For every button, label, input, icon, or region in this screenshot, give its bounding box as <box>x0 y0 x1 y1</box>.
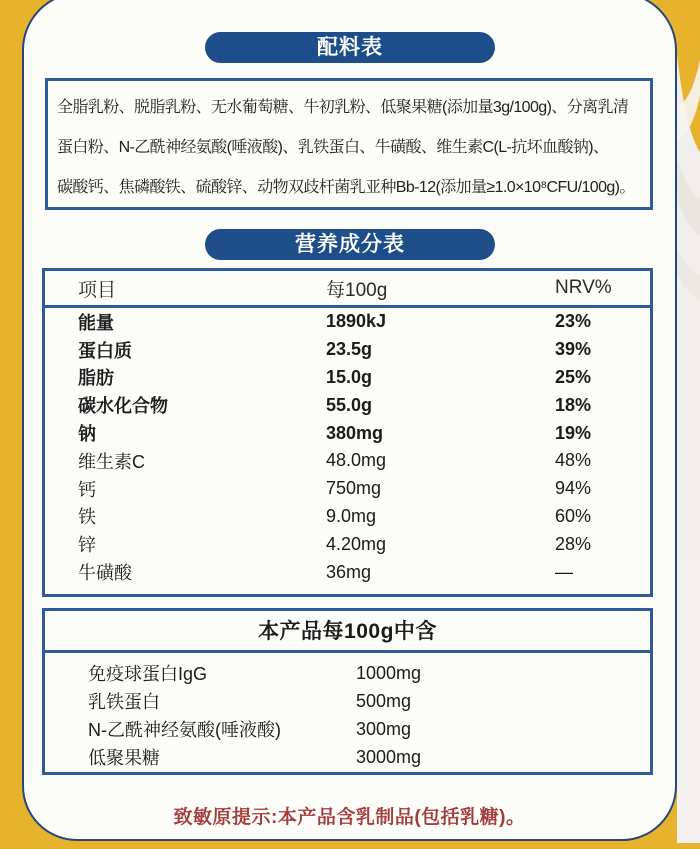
nutrition-value: 48.0mg <box>326 450 387 471</box>
per100g-row <box>88 687 650 715</box>
nutrition-item: 钙 <box>78 479 96 500</box>
nutrition-row <box>78 391 650 419</box>
per100g-item: 低聚果糖 <box>88 748 160 768</box>
nutrition-nrv: 23% <box>555 311 592 332</box>
per100g-rows <box>45 653 650 771</box>
nutrition-row <box>78 558 650 586</box>
nutrition-item: 维生素C <box>78 451 145 472</box>
nutrition-value: 4.20mg <box>326 533 387 554</box>
nutrition-col-nrv: NRV% <box>555 277 612 298</box>
nutrition-item: 钠 <box>78 424 96 445</box>
nutrition-row <box>78 530 650 558</box>
nutrition-badge <box>205 229 495 260</box>
per100g-item: 免疫球蛋白IgG <box>88 664 208 684</box>
nutrition-value: 36mg <box>326 561 372 582</box>
nutrition-nrv: 28% <box>555 533 592 554</box>
ingredients-badge <box>205 32 495 63</box>
per100g-row <box>88 659 650 687</box>
nutrition-item: 脂肪 <box>78 368 114 389</box>
nutrition-item: 锌 <box>78 535 96 556</box>
per100g-item: N-乙酰神经氨酸(唾液酸) <box>88 720 281 740</box>
nutrition-nrv: 39% <box>555 339 592 360</box>
nutrition-row <box>78 447 650 475</box>
nutrition-header-row <box>45 271 650 308</box>
nutrition-nrv: 94% <box>555 478 592 499</box>
per100g-value: 500mg <box>356 690 412 711</box>
nutrition-row <box>78 475 650 503</box>
per100g-row <box>88 715 650 743</box>
nutrition-nrv: 18% <box>555 394 592 415</box>
nutrition-nrv: 48% <box>555 450 592 471</box>
ingredient-line: 蛋白粉、N-乙酰神经氨酸(唾液酸)、乳铁蛋白、牛磺酸、维生素C(L-抗坏血酸钠)、 <box>57 139 609 156</box>
nutrition-value: 750mg <box>326 478 382 499</box>
nutrition-col-item: 项目 <box>78 279 117 301</box>
nutrition-row <box>78 308 650 336</box>
nutrition-row <box>78 336 650 364</box>
allergen-note: 致敏原提示:本产品含乳制品(包括乳糖)。 <box>173 807 526 828</box>
milk-splash-icon <box>677 0 700 843</box>
per100g-value: 1000mg <box>356 662 422 683</box>
nutrition-value: 55.0g <box>326 394 373 415</box>
milk-splash-decoration <box>677 0 700 843</box>
per100g-value: 300mg <box>356 718 412 739</box>
per100g-value: 3000mg <box>356 746 422 767</box>
per100g-box <box>42 608 653 775</box>
nutrition-row <box>78 364 650 392</box>
nutrition-item: 牛磺酸 <box>78 563 132 584</box>
nutrition-item: 铁 <box>78 507 96 528</box>
nutrition-item: 碳水化合物 <box>78 396 168 417</box>
nutrition-row <box>78 419 650 447</box>
nutrition-nrv: 19% <box>555 422 592 443</box>
nutrition-row <box>78 503 650 531</box>
nutrition-value: 380mg <box>326 422 384 443</box>
per100g-item: 乳铁蛋白 <box>88 692 160 712</box>
nutrition-nrv: — <box>555 561 573 582</box>
ingredients-box <box>45 78 653 210</box>
per100g-box-title: 本产品每100g中含 <box>45 611 650 653</box>
nutrition-nrv: 25% <box>555 366 592 387</box>
nutrition-value: 9.0mg <box>326 505 377 526</box>
ingredient-line: 全脂乳粉、脱脂乳粉、无水葡萄糖、牛初乳粉、低聚果糖(添加量3g/100g)、分离乳清 <box>57 99 629 116</box>
nutrition-badge-label: 营养成分表 <box>295 233 405 256</box>
nutrition-table <box>42 268 653 597</box>
nutrition-item: 蛋白质 <box>78 340 132 361</box>
ingredient-line: 碳酸钙、焦磷酸铁、硫酸锌、动物双歧杆菌乳亚种Bb-12(添加量≥1.0×10⁸CFU/100g)。 <box>57 179 635 196</box>
nutrition-col-per100g: 每100g <box>326 279 388 301</box>
nutrition-value: 1890kJ <box>326 311 387 332</box>
ingredients-badge-label: 配料表 <box>317 36 383 59</box>
nutrition-value: 15.0g <box>326 366 373 387</box>
nutrition-rows <box>45 308 650 586</box>
nutrition-value: 23.5g <box>326 339 373 360</box>
per100g-row <box>88 743 650 771</box>
nutrition-nrv: 60% <box>555 505 592 526</box>
nutrition-item: 能量 <box>78 312 114 333</box>
